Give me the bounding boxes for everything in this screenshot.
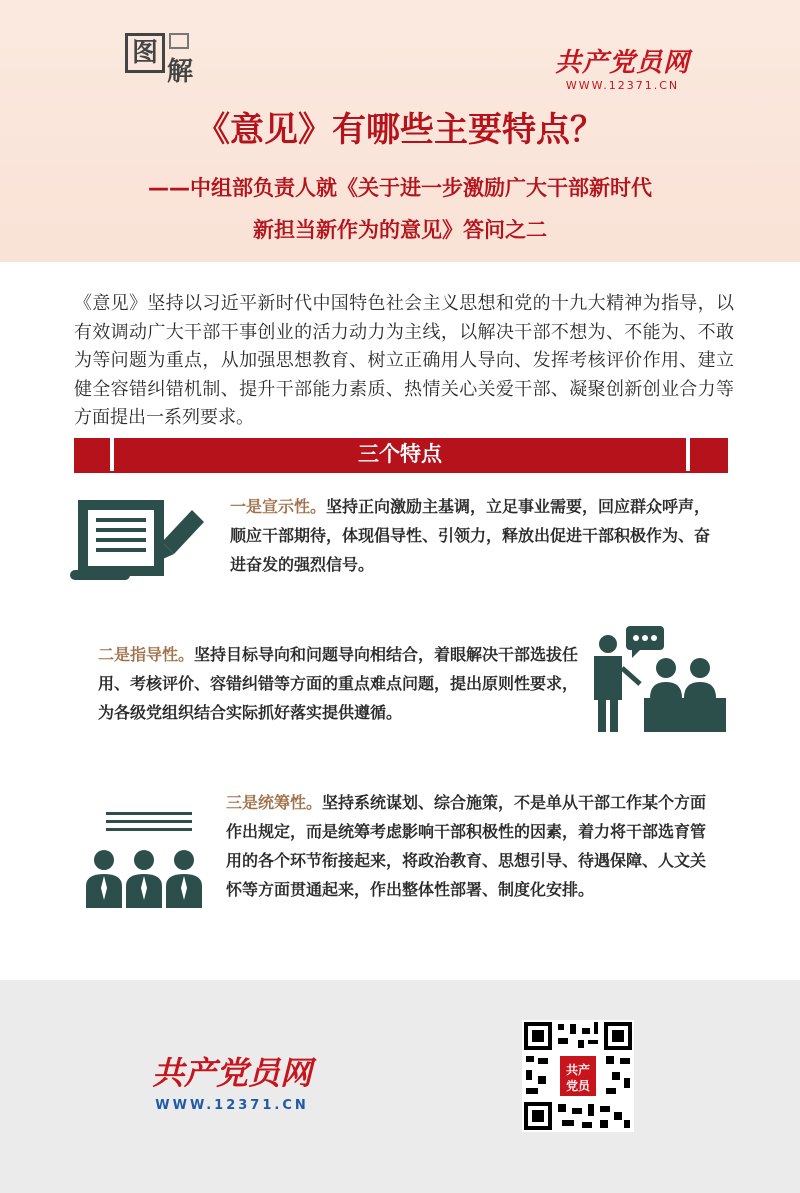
point-2-text: 坚持目标导向和问题导向相结合，着眼解决干部选拔任用、考核评价、容错纠错等方面的重点难点问题，提出原则性要求，为各级党组织结合实际抓好落实提供遵循。	[98, 645, 579, 722]
point-3-lead: 三是统筹性。	[226, 793, 323, 812]
badge-char-tu: 图	[125, 33, 165, 73]
footer-logo-text: 共产党员网	[152, 1054, 313, 1092]
tujie-badge	[125, 33, 195, 87]
footer	[0, 980, 800, 1193]
point-1	[230, 492, 715, 579]
point-2	[98, 640, 588, 727]
speaker-meeting-icon	[588, 624, 728, 734]
footer-logo-url: WWW.12371.CN	[155, 1098, 309, 1113]
site-logo-top[interactable]	[555, 42, 690, 92]
point-3-text: 坚持系统谋划、综合施策，不是单从干部工作某个方面作出规定，而是统筹考虑影响干部积极性的因素，着力将干部选育管用的各个环节衔接起来，将政治教育、思想引导、待遇保障、人文关怀等方面贯通起来，作出整体性部署、制度化安排。	[226, 793, 707, 899]
photo-icon	[169, 33, 189, 49]
group-people-icon	[82, 808, 206, 912]
point-1-text: 坚持正向激励主基调，立足事业需要，回应群众呼声，顺应干部期待，体现倡导性、引领力，释放出促进干部积极作为、奋进奋发的强烈信号。	[230, 497, 711, 574]
site-logo-bottom[interactable]	[152, 1048, 312, 1113]
logo-url: WWW.12371.CN	[565, 79, 680, 92]
subtitle-line-2: 新担当新作为的意见》答问之二	[253, 218, 547, 242]
point-1-lead: 一是宣示性。	[230, 497, 327, 516]
svg-text:党员: 党员	[565, 1079, 591, 1093]
point-2-lead: 二是指导性。	[98, 645, 195, 664]
header-banner	[0, 0, 800, 262]
badge-char-jie: 解	[167, 57, 194, 87]
page-title: 《意见》有哪些主要特点？	[196, 110, 604, 150]
document-pen-icon	[70, 492, 210, 584]
section-bar-left	[74, 438, 110, 471]
subtitle-line-1: ——中组部负责人就《关于进一步激励广大干部新时代	[148, 176, 652, 200]
section-title: 三个特点	[358, 442, 442, 466]
svg-text:共产: 共产	[565, 1063, 591, 1077]
qr-code-icon[interactable]	[522, 1020, 634, 1132]
logo-text: 共产党员网	[555, 48, 691, 78]
section-bar-right	[690, 438, 728, 471]
point-3	[226, 788, 716, 904]
intro-paragraph: 《意见》坚持以习近平新时代中国特色社会主义思想和党的十九大精神为指导，以有效调动广大干部干事创业的活力动力为主线，以解决干部不想为、不能为、不敢为等问题为重点，从加强思想教育、树立正确用人导向、发挥考核评价作用、建立健全容错纠错机制、提升干部能力素质、热情关心关爱干部、凝聚创新创业合力等方面提出一系列要求。	[74, 293, 734, 428]
section-underline	[74, 471, 728, 473]
